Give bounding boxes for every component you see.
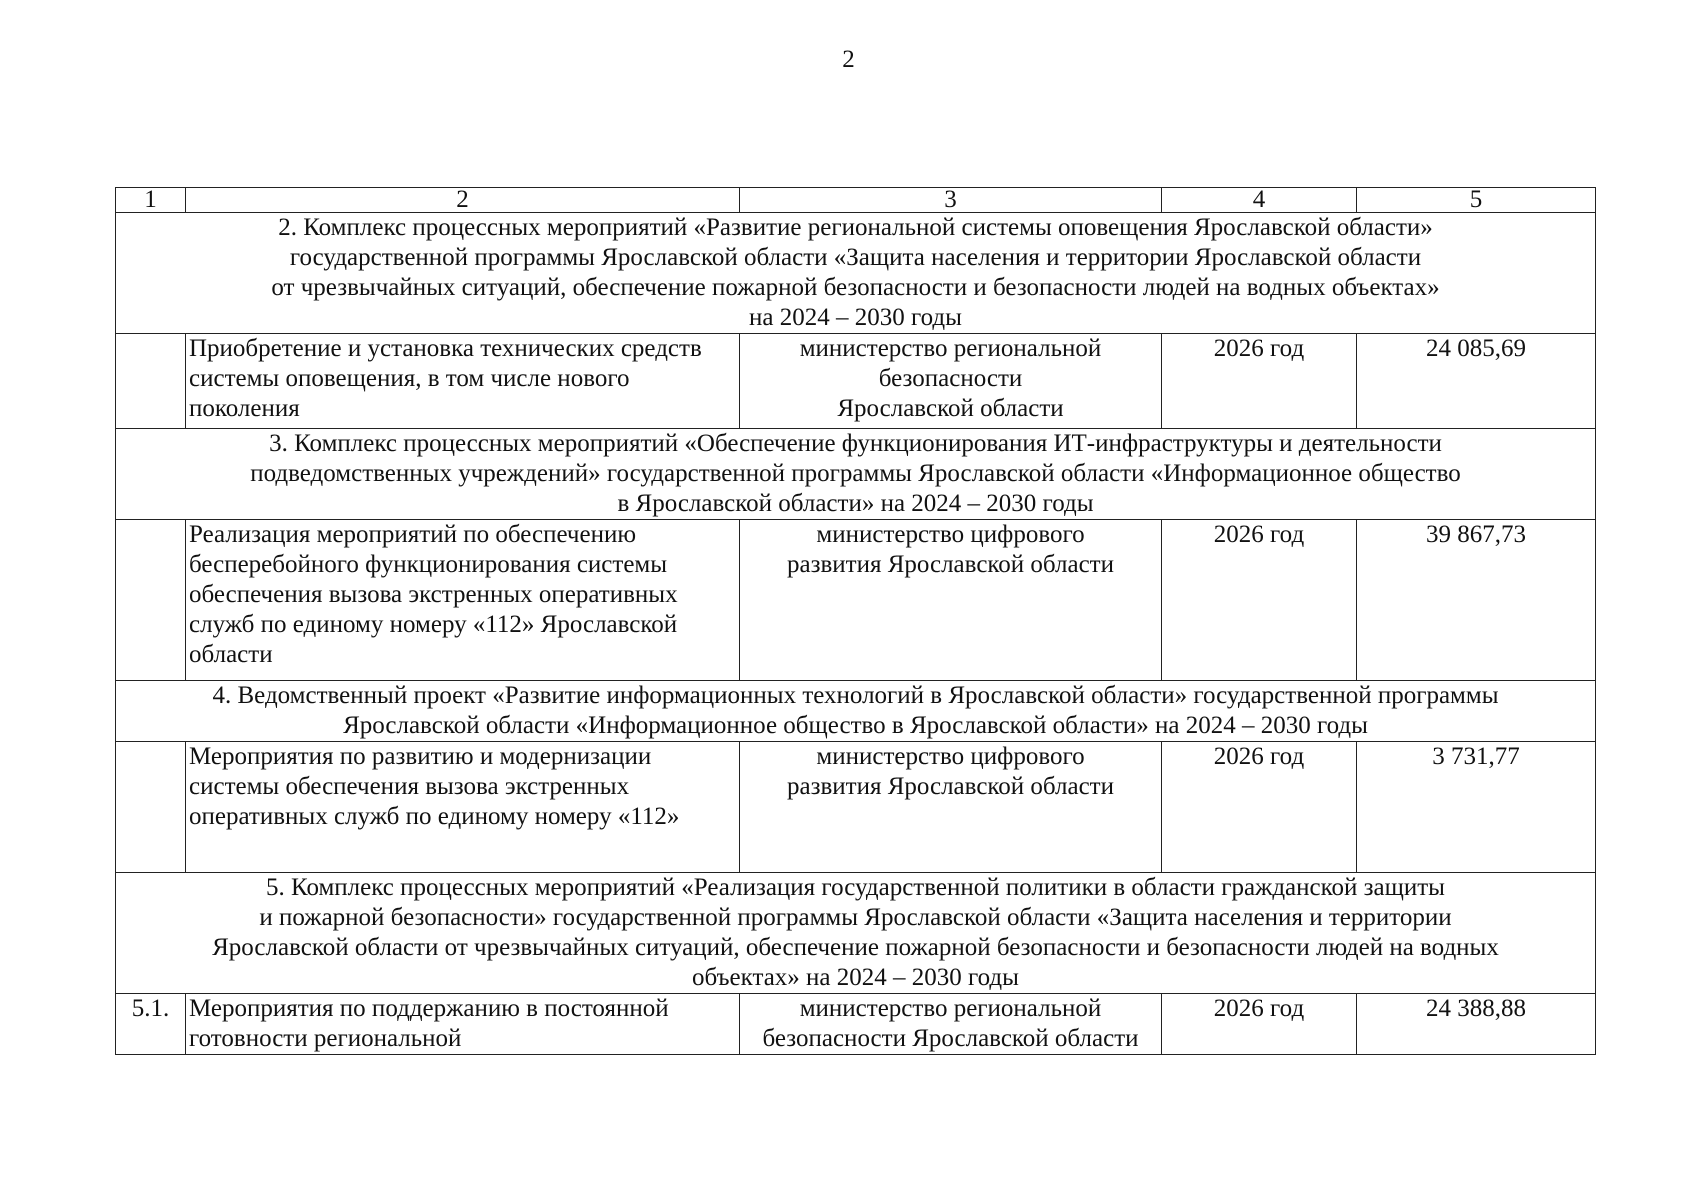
header-cell: 2 [186,188,740,213]
section-title-row [116,873,1596,994]
executor-cell: министерство региональной безопасности Ярославской области [740,994,1162,1055]
table-row [116,334,1596,429]
header-cell: 5 [1357,188,1596,213]
executor-cell: министерство цифрового развития Ярославской области [740,742,1162,873]
section-title-row [116,681,1596,742]
section-title: 3. Комплекс процессных мероприятий «Обеспечение функционирования ИТ-инфраструктуры и деятельности подведомственных учреждений» государственной программы Ярославской области «Информационное общество в Ярославской области» на 2024 – 2030 годы [116,429,1596,520]
section-title: 4. Ведомственный проект «Развитие информационных технологий в Ярославской области» государственной программы Ярославской области «Информационное общество в Ярославской области» на 2024 – 2030 годы [116,681,1596,742]
row-number [116,742,186,873]
section-title: 5. Комплекс процессных мероприятий «Реализация государственной политики в области гражданской защиты и пожарной безопасности» государственной программы Ярославской области «Защита населения и территории Ярославской области от чрезвычайных ситуаций, обеспечение пожарной безопасности и безопасности людей на водных объектах» на 2024 – 2030 годы [116,873,1596,994]
row-number [116,520,186,681]
row-number [116,334,186,429]
year-cell: 2026 год [1162,520,1357,681]
measure-cell: Реализация мероприятий по обеспечению бесперебойного функционирования системы обеспечения вызова экстренных оперативных служб по единому номеру «112» Ярославской области [186,520,740,681]
page-number: 2 [842,46,855,73]
table-row [116,520,1596,681]
amount-cell: 39 867,73 [1357,520,1596,681]
header-cell: 1 [116,188,186,213]
executor-cell: министерство региональной безопасности Ярославской области [740,334,1162,429]
executor-cell: министерство цифрового развития Ярославской области [740,520,1162,681]
table-header-row [116,188,1596,213]
section-title-row [116,429,1596,520]
table-row [116,742,1596,873]
measure-cell: Приобретение и установка технических средств системы оповещения, в том числе нового поколения [186,334,740,429]
amount-cell: 3 731,77 [1357,742,1596,873]
measure-cell: Мероприятия по развитию и модернизации системы обеспечения вызова экстренных оперативных служб по единому номеру «112» [186,742,740,873]
year-cell: 2026 год [1162,994,1357,1055]
measures-table [115,187,1596,1055]
row-number: 5.1. [116,994,186,1055]
section-title-row [116,213,1596,334]
header-cell: 3 [740,188,1162,213]
amount-cell: 24 388,88 [1357,994,1596,1055]
header-cell: 4 [1162,188,1357,213]
measure-cell: Мероприятия по поддержанию в постоянной готовности региональной [186,994,740,1055]
table-row [116,994,1596,1055]
section-title: 2. Комплекс процессных мероприятий «Развитие региональной системы оповещения Ярославской области» государственной программы Ярославской области «Защита населения и территории Ярославской области от чрезвычайных ситуаций, обеспечение пожарной безопасности и безопасности людей на водных объектах» на 2024 – 2030 годы [116,213,1596,334]
year-cell: 2026 год [1162,334,1357,429]
year-cell: 2026 год [1162,742,1357,873]
amount-cell: 24 085,69 [1357,334,1596,429]
